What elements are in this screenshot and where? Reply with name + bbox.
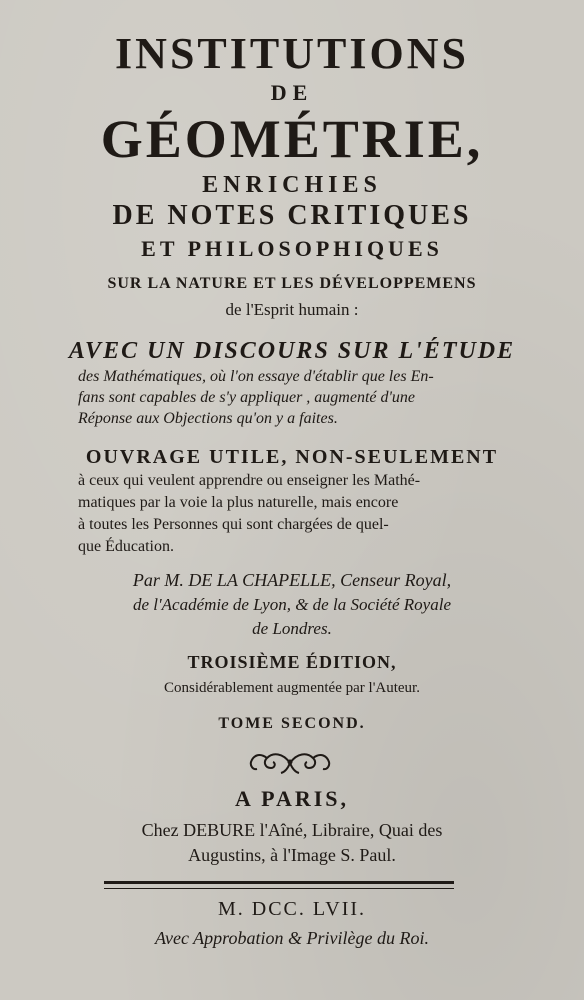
- title-line-enrichies: ENRICHIES: [202, 172, 382, 198]
- discourse-line-4: Réponse aux Objections qu'on y a faites.: [78, 410, 338, 427]
- work-heading: OUVRAGE UTILE, NON-SEULEMENT: [85, 446, 499, 468]
- discourse-heading: AVEC UN DISCOURS SUR L'ÉTUDE: [68, 338, 516, 364]
- author-line-2: de l'Académie de Lyon, & de la Société Royale: [133, 595, 451, 614]
- author-line-1: Par M. DE LA CHAPELLE, Censeur Royal,: [132, 570, 452, 590]
- edition-heading: TROISIÈME ÉDITION,: [187, 652, 397, 672]
- edition-note: Considérablement augmentée par l'Auteur.: [164, 680, 420, 696]
- imprint-year: M. DCC. LVII.: [217, 898, 367, 920]
- title-line-geometrie: GÉOMÉTRIE,: [100, 109, 484, 169]
- imprint-line-2: Augustins, à l'Image S. Paul.: [188, 845, 396, 865]
- footer-rule: [104, 881, 454, 884]
- work-line-3: matiques par la voie la plus naturelle, mais encore: [78, 494, 399, 511]
- title-line-philosophiques: ET PHILOSOPHIQUES: [141, 236, 443, 261]
- author-line-3: de Londres.: [252, 619, 332, 638]
- title-line-institutions: INSTITUTIONS: [115, 29, 469, 78]
- imprint-city: A PARIS,: [234, 786, 350, 811]
- work-line-4: à toutes les Personnes qui sont chargées de quel-: [78, 516, 389, 533]
- volume-label: TOME SECOND.: [218, 715, 366, 732]
- title-line-de: DE: [270, 80, 314, 105]
- title-line-notes-critiques: DE NOTES CRITIQUES: [112, 200, 472, 231]
- discourse-line-2: des Mathématiques, où l'on essaye d'établir que les En-: [78, 368, 434, 385]
- work-line-2: à ceux qui veulent apprendre ou enseigner les Mathé-: [78, 472, 421, 489]
- discourse-line-3: fans sont capables de s'y appliquer , augmenté d'une: [78, 389, 416, 406]
- imprint-line-1: Chez DEBURE l'Aîné, Libraire, Quai des: [141, 820, 443, 840]
- privilege-line: Avec Approbation & Privilège du Roi.: [155, 928, 429, 948]
- fleuron-ornament-icon: [245, 748, 335, 778]
- title-line-nature: SUR LA NATURE ET LES DÉVELOPPEMENS: [107, 275, 477, 292]
- work-line-5: que Éducation.: [78, 538, 174, 555]
- title-line-esprit: de l'Esprit humain :: [225, 300, 359, 319]
